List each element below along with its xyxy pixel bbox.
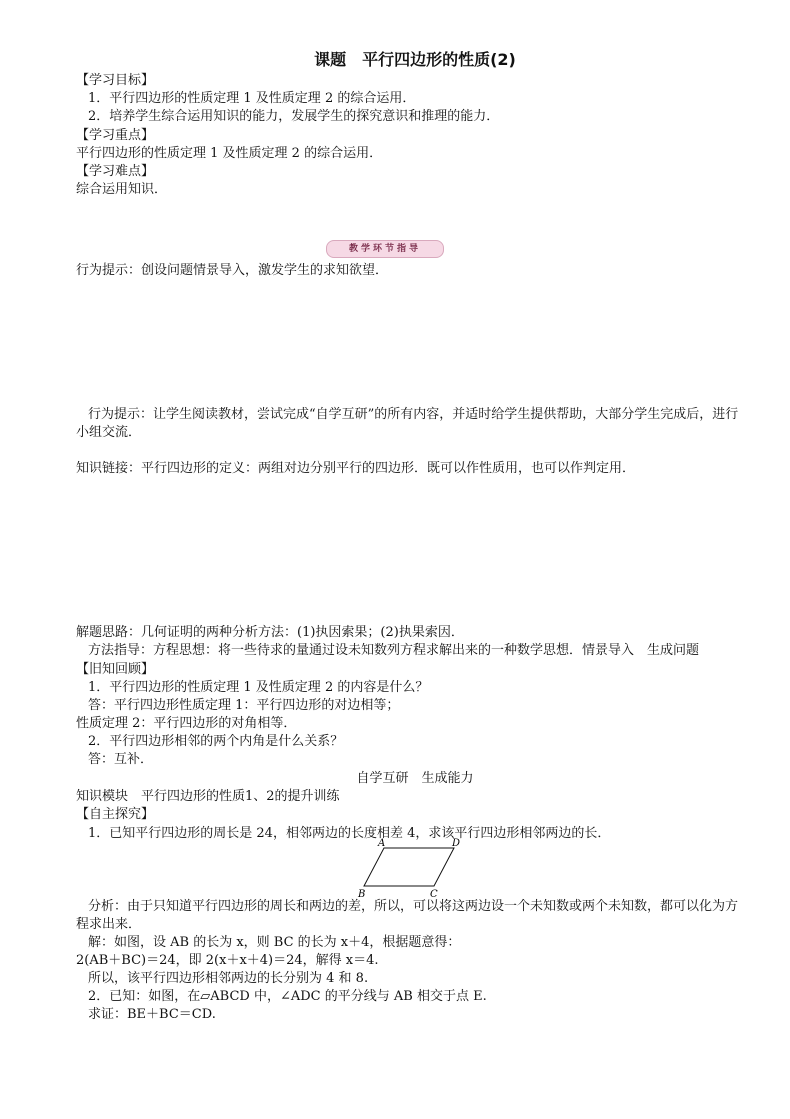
page-title: 课题 平行四边形的性质(2) bbox=[314, 50, 516, 69]
method-guide: 方法指导：方程思想：将一些待求的量通过设未知数列方程求解出来的一种数学思想．情景导入 生成问题 bbox=[88, 643, 700, 658]
review-heading: 【旧知回顾】 bbox=[76, 662, 155, 677]
review-question-2: 2．平行四边形相邻的两个内角是什么关系？ bbox=[88, 734, 344, 749]
key-points-text: 平行四边形的性质定理 1 及性质定理 2 的综合运用． bbox=[76, 146, 383, 161]
problem-2: 2．已知：如图，在▱ABCD 中，∠ADC 的平分线与 AB 相交于点 E. bbox=[88, 989, 487, 1004]
difficulties-text: 综合运用知识． bbox=[76, 182, 168, 197]
key-points-heading: 【学习重点】 bbox=[76, 128, 155, 143]
review-answer-1-line1: 答：平行四边形性质定理 1：平行四边形的对边相等； bbox=[88, 698, 400, 713]
prove-statement: 求证：BE＋BC＝CD. bbox=[88, 1007, 216, 1022]
explore-heading: 【自主探究】 bbox=[76, 807, 155, 822]
solution-line-1: 解：如图，设 AB 的长为 x，则 BC 的长为 x＋4，根据题意得： bbox=[88, 935, 461, 950]
learning-goals-heading: 【学习目标】 bbox=[76, 73, 155, 88]
parallelogram-shape bbox=[364, 848, 454, 886]
banner-label: 教学环节指导 bbox=[348, 244, 421, 254]
review-answer-2: 答：互补． bbox=[88, 752, 154, 767]
review-question-1: 1．平行四边形的性质定理 1 及性质定理 2 的内容是什么？ bbox=[88, 680, 429, 695]
self-study-heading: 自学互研 生成能力 bbox=[356, 771, 474, 786]
problem-1: 1．已知平行四边形的周长是 24，相邻两边的长度相差 4，求该平行四边形相邻两边的长． bbox=[88, 826, 611, 841]
knowledge-link: 知识链接：平行四边形的定义：两组对边分别平行的四边形．既可以作性质用，也可以作判定用． bbox=[76, 461, 636, 476]
solution-line-2: 2(AB＋BC)＝24，即 2(x＋x＋4)＝24，解得 x＝4. bbox=[76, 953, 379, 968]
review-answer-1-line2: 性质定理 2：平行四边形的对角相等． bbox=[76, 716, 297, 731]
module-title: 知识模块 平行四边形的性质1、2的提升训练 bbox=[76, 789, 340, 804]
behavior-hint-1: 行为提示：创设问题情景导入，激发学生的求知欲望． bbox=[76, 263, 389, 278]
solving-idea: 解题思路：几何证明的两种分析方法：(1)执因索果；(2)执果索因． bbox=[76, 625, 464, 640]
behavior-hint-2: 行为提示：让学生阅读教材，尝试完成“自学互研”的所有内容，并适时给学生提供帮助，大部分学生完成后，进行小组交流． bbox=[76, 407, 739, 440]
solution-line-3: 所以，该平行四边形相邻两边的长分别为 4 和 8. bbox=[88, 971, 369, 986]
vertex-label-b: B bbox=[358, 889, 366, 900]
vertex-label-d: D bbox=[452, 838, 461, 849]
parallelogram-figure bbox=[350, 836, 470, 900]
learning-goal-item: 2．培养学生综合运用知识的能力，发展学生的探究意识和推理的能力． bbox=[88, 109, 500, 124]
difficulties-heading: 【学习难点】 bbox=[76, 164, 155, 179]
vertex-label-a: A bbox=[378, 838, 386, 849]
learning-goal-item: 1．平行四边形的性质定理 1 及性质定理 2 的综合运用． bbox=[88, 91, 416, 106]
analysis-text: 分析：由于只知道平行四边形的周长和两边的差，所以，可以将这两边设一个未知数或两个未知数，都可以化为方程求出来． bbox=[76, 899, 739, 932]
teaching-guide-banner bbox=[326, 240, 444, 258]
vertex-label-c: C bbox=[430, 889, 438, 900]
